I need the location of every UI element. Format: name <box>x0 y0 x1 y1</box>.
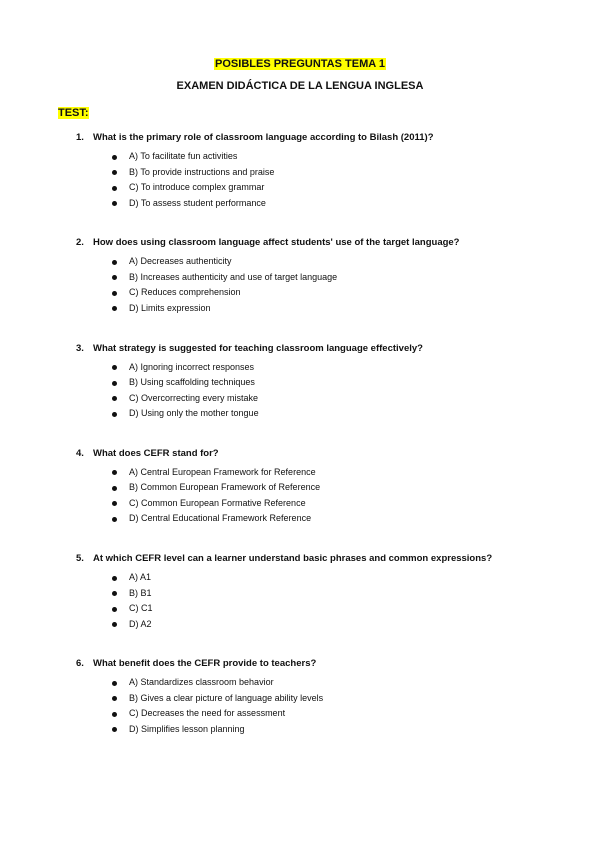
question-text: What strategy is suggested for teaching classroom language effectively? <box>93 342 423 354</box>
bullet-icon <box>112 412 117 417</box>
answer-option <box>112 391 259 407</box>
answer-option <box>112 360 259 376</box>
section-label-text: TEST: <box>58 107 89 119</box>
bullet-icon <box>112 291 117 296</box>
option-text: C) Common European Formative Reference <box>129 497 306 508</box>
question-number: 2. <box>76 237 84 249</box>
option-text: A) A1 <box>129 572 152 583</box>
option-text: A) Ignoring incorrect responses <box>129 361 255 372</box>
answer-option <box>112 511 320 527</box>
option-text: D) To assess student performance <box>129 197 266 208</box>
option-text: B) Gives a clear picture of language ability levels <box>129 692 324 703</box>
option-text: B) To provide instructions and praise <box>129 166 275 177</box>
bullet-icon <box>112 576 117 581</box>
question-item <box>0 658 600 763</box>
option-text: A) To facilitate fun activities <box>129 151 238 161</box>
document-subtitle: EXAMEN DIDÁCTICA DE LA LENGUA INGLESA <box>176 80 424 92</box>
answer-option <box>112 165 274 181</box>
bullet-icon <box>112 365 117 370</box>
option-text: A) Standardizes classroom behavior <box>129 677 274 688</box>
bullet-icon <box>112 186 117 191</box>
title-text: POSIBLES PREGUNTAS TEMA 1 <box>215 58 385 70</box>
question-text: How does using classroom language affect students' use of the target language? <box>93 237 460 249</box>
bullet-icon <box>112 696 117 701</box>
bullet-icon <box>112 591 117 596</box>
answer-option <box>112 586 153 602</box>
answer-option <box>112 285 337 301</box>
answer-option <box>112 706 323 722</box>
question-text: What is the primary role of classroom language according to Bilash (2011)? <box>93 132 434 143</box>
question-number: 3. <box>76 342 84 354</box>
answer-option <box>112 496 320 512</box>
answer-option <box>112 601 153 617</box>
question-number: 4. <box>76 447 84 459</box>
answer-option <box>112 465 320 481</box>
answer-option <box>112 675 323 691</box>
option-list <box>112 570 153 632</box>
option-text: B) B1 <box>129 587 152 598</box>
answer-option <box>112 722 323 738</box>
question-stem <box>76 132 580 144</box>
question-text: What does CEFR stand for? <box>93 447 219 459</box>
answer-option <box>112 691 323 707</box>
option-text: B) Common European Framework of Reference <box>129 482 321 493</box>
question-stem <box>76 448 580 460</box>
question-item <box>0 132 600 237</box>
option-text: C) Overcorrecting every mistake <box>129 392 259 403</box>
bullet-icon <box>112 381 117 386</box>
question-stem <box>76 658 580 670</box>
bullet-icon <box>112 517 117 522</box>
question-item <box>0 237 600 342</box>
question-item <box>0 343 600 448</box>
bullet-icon <box>112 396 117 401</box>
question-number: 5. <box>76 553 84 565</box>
option-text: D) Limits expression <box>129 302 211 313</box>
option-text: A) Decreases authenticity <box>129 256 232 267</box>
bullet-icon <box>112 712 117 717</box>
option-text: B) Using scaffolding techniques <box>129 377 255 388</box>
option-text: C) Reduces comprehension <box>129 287 241 298</box>
answer-option <box>112 406 259 422</box>
answer-option <box>112 301 337 317</box>
answer-option <box>112 196 274 212</box>
bullet-icon <box>112 470 117 475</box>
bullet-icon <box>112 275 117 280</box>
option-text: D) Using only the mother tongue <box>129 408 259 419</box>
bullet-icon <box>112 681 117 686</box>
option-list <box>112 360 259 422</box>
bullet-icon <box>112 607 117 612</box>
option-text: D) Central Educational Framework Reference <box>129 513 312 524</box>
answer-option <box>112 617 153 633</box>
bullet-icon <box>112 486 117 491</box>
answer-option <box>112 180 274 196</box>
question-item <box>0 553 600 658</box>
question-stem <box>76 553 580 565</box>
bullet-icon <box>112 727 117 732</box>
option-text: B) Increases authenticity and use of target language <box>129 271 338 282</box>
answer-option <box>112 270 337 286</box>
bullet-icon <box>112 501 117 506</box>
bullet-icon <box>112 306 117 311</box>
option-list <box>112 465 320 527</box>
bullet-icon <box>112 622 117 627</box>
section-label <box>58 107 89 119</box>
option-text: D) A2 <box>129 618 152 629</box>
document-title <box>0 58 600 70</box>
answer-option <box>112 254 337 270</box>
question-number: 6. <box>76 658 84 670</box>
option-list <box>112 675 323 737</box>
answer-option <box>112 375 259 391</box>
question-text: What benefit does the CEFR provide to teachers? <box>93 658 317 670</box>
question-stem <box>76 343 580 355</box>
option-text: C) C1 <box>129 603 153 614</box>
question-number: 1. <box>76 132 84 143</box>
bullet-icon <box>112 170 117 175</box>
question-stem <box>76 237 580 249</box>
question-text: At which CEFR level can a learner understand basic phrases and common expressions? <box>93 553 493 565</box>
question-item <box>0 448 600 553</box>
option-text: A) Central European Framework for Reference <box>129 466 316 477</box>
option-text: D) Simplifies lesson planning <box>129 723 245 734</box>
answer-option <box>112 480 320 496</box>
answer-option <box>112 149 274 165</box>
answer-option <box>112 570 153 586</box>
option-text: C) Decreases the need for assessment <box>129 708 286 719</box>
option-text: C) To introduce complex grammar <box>129 182 265 192</box>
bullet-icon <box>112 260 117 265</box>
bullet-icon <box>112 155 117 160</box>
option-list <box>112 149 274 211</box>
bullet-icon <box>112 201 117 206</box>
option-list <box>112 254 337 316</box>
question-list <box>0 132 600 764</box>
